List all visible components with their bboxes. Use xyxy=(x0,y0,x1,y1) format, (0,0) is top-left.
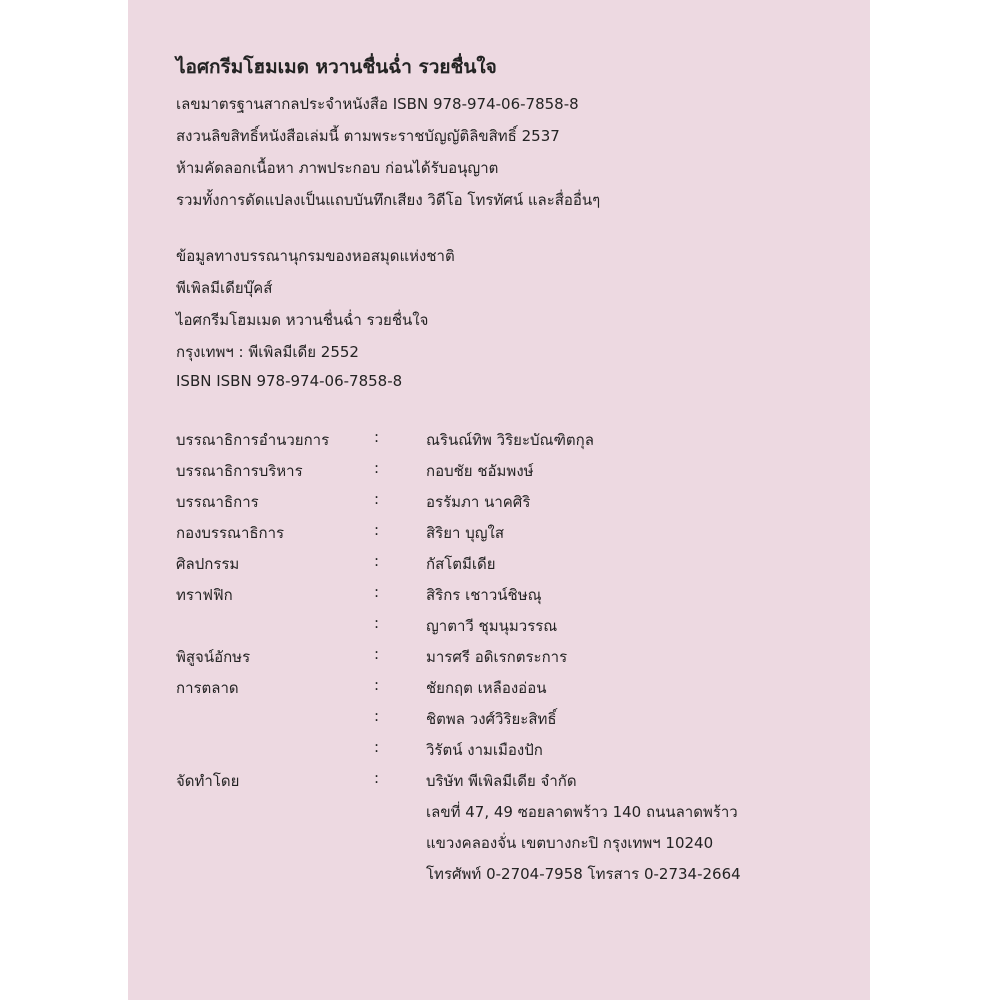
credit-role: บรรณาธิการอำนวยการ xyxy=(176,431,330,449)
copyright-line: สงวนลิขสิทธิ์หนังสือเล่มนี้ ตามพระราชบัญญัติลิขสิทธิ์ 2537 xyxy=(176,127,560,145)
credit-role: ศิลปกรรม xyxy=(176,555,240,573)
credit-colon: : xyxy=(374,459,380,477)
cataloging-place-year: กรุงเทพฯ : พีเพิลมีเดีย 2552 xyxy=(176,343,359,361)
publisher-phone-fax: โทรศัพท์ 0-2704-7958 โทรสาร 0-2734-2664 xyxy=(426,865,741,883)
credit-colon: : xyxy=(374,769,380,787)
credit-role: การตลาด xyxy=(176,679,239,697)
credit-role: ทราฟฟิก xyxy=(176,586,233,604)
credit-role: พิสูจน์อักษร xyxy=(176,648,251,666)
cataloging-heading: ข้อมูลทางบรรณานุกรมของหอสมุดแห่งชาติ xyxy=(176,247,455,265)
credit-colon: : xyxy=(374,707,380,725)
credit-colon: : xyxy=(374,738,380,756)
credit-name: สิริกร เชาวน์ชิษณุ xyxy=(426,586,542,604)
credit-name: วิรัตน์ งามเมืองปัก xyxy=(426,741,543,759)
credit-colon: : xyxy=(374,583,380,601)
credit-colon: : xyxy=(374,521,380,539)
credit-name: ญาตาวี ชุมนุมวรรณ xyxy=(426,617,558,635)
publisher-address-line: เลขที่ 47, 49 ซอยลาดพร้าว 140 ถนนลาดพร้าว xyxy=(426,803,738,821)
isbn-line: เลขมาตรฐานสากลประจำหนังสือ ISBN 978-974-06-7858-8 xyxy=(176,95,579,113)
credit-role: กองบรรณาธิการ xyxy=(176,524,285,542)
publisher-address-line: แขวงคลองจั่น เขตบางกะปิ กรุงเทพฯ 10240 xyxy=(426,834,714,852)
credit-name: กอบชัย ชอัมพงษ์ xyxy=(426,462,534,480)
book-title: ไอศกรีมโฮมเมด หวานชื่นฉ่ำ รวยชื่นใจ xyxy=(176,56,497,78)
credit-name: ชัยกฤต เหลืองอ่อน xyxy=(426,679,547,697)
adaptation-line: รวมทั้งการดัดแปลงเป็นแถบบันทึกเสียง วิดีโอ โทรทัศน์ และสื่ออื่นๆ xyxy=(176,191,601,209)
cataloging-isbn: ISBN ISBN 978-974-06-7858-8 xyxy=(176,372,403,390)
cataloging-publisher: พีเพิลมีเดียบุ๊คส์ xyxy=(176,279,273,297)
credit-role: จัดทำโดย xyxy=(176,772,240,790)
credit-name: มารศรี อดิเรกตระการ xyxy=(426,648,568,666)
credit-name: อรรัมภา นาคศิริ xyxy=(426,493,531,511)
credit-colon: : xyxy=(374,614,380,632)
credit-role: บรรณาธิการ xyxy=(176,493,259,511)
credit-name: ชิตพล วงศ์วิริยะสิทธิ์ xyxy=(426,710,557,728)
credit-colon: : xyxy=(374,676,380,694)
credit-name: สิริยา บุญใส xyxy=(426,524,504,542)
credit-name: ณรินณ์ทิพ วิริยะบัณฑิตกุล xyxy=(426,431,594,449)
credit-colon: : xyxy=(374,645,380,663)
credit-role: บรรณาธิการบริหาร xyxy=(176,462,303,480)
credit-name: กัสโตมีเดีย xyxy=(426,555,496,573)
credit-colon: : xyxy=(374,490,380,508)
credit-colon: : xyxy=(374,552,380,570)
book-page xyxy=(128,0,870,1000)
cataloging-title: ไอศกรีมโฮมเมด หวานชื่นฉ่ำ รวยชื่นใจ xyxy=(176,311,429,329)
credit-colon: : xyxy=(374,428,380,446)
no-copy-line: ห้ามคัดลอกเนื้อหา ภาพประกอบ ก่อนได้รับอนุญาต xyxy=(176,159,499,177)
credit-name: บริษัท พีเพิลมีเดีย จำกัด xyxy=(426,772,577,790)
